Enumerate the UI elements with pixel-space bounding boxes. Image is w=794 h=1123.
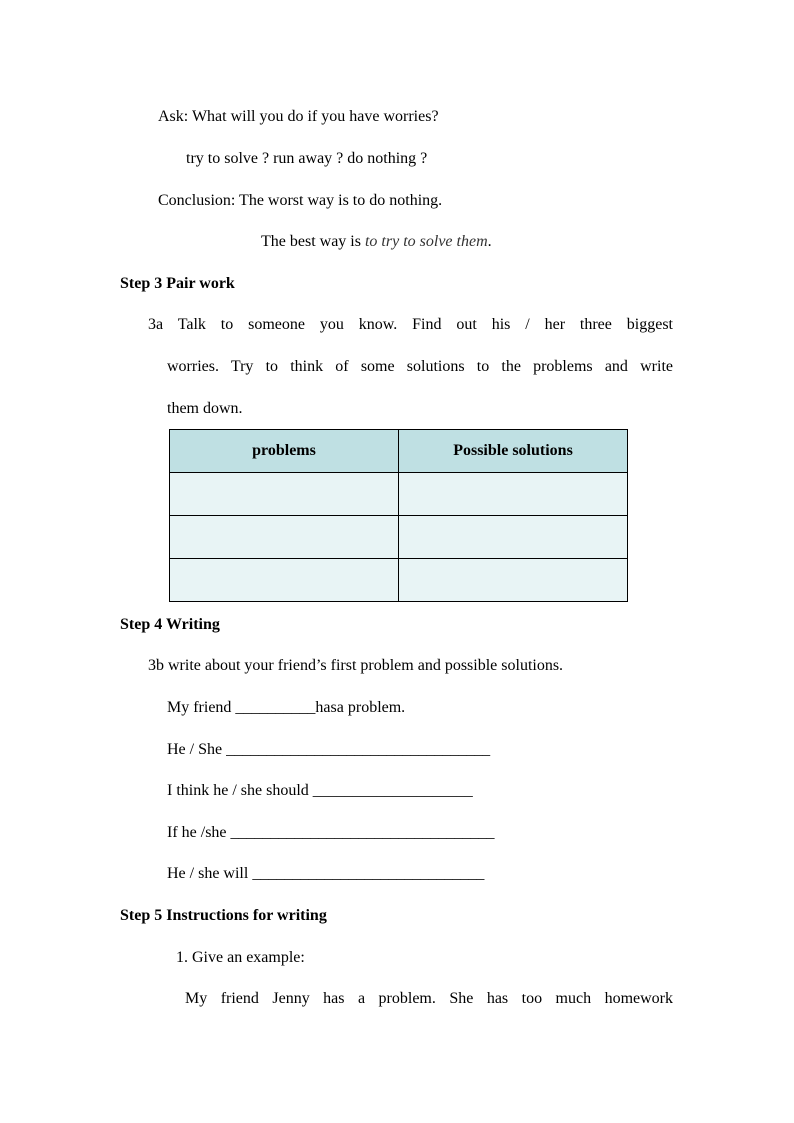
header-problems: problems — [170, 430, 399, 473]
writing-line-3: I think he / she should ____________________ — [167, 782, 473, 799]
table-cell — [399, 473, 628, 516]
table-row — [170, 559, 628, 602]
best-way-prefix: The best way is — [261, 233, 365, 250]
writing-line-4: If he /she _________________________________ — [167, 824, 495, 841]
step4-instruction: 3b write about your friend’s first problem and possible solutions. — [148, 657, 564, 674]
table-cell — [399, 516, 628, 559]
table-header-row — [170, 430, 628, 473]
writing-line-5: He / she will _____________________________ — [167, 865, 485, 882]
table-cell — [399, 559, 628, 602]
step3-heading: Step 3 Pair work — [120, 275, 235, 292]
ask-question: Ask: What will you do if you have worries? — [158, 108, 439, 125]
table-row — [170, 473, 628, 516]
best-way-suffix: . — [487, 233, 492, 250]
table-cell — [170, 516, 399, 559]
step5-item-1: 1. Give an example: — [176, 949, 305, 966]
step5-heading: Step 5 Instructions for writing — [120, 907, 327, 924]
options-line: try to solve ? run away ? do nothing ? — [186, 150, 428, 167]
step3-paragraph-line1: 3a Talk to someone you know. Find out his / her three biggest — [148, 316, 673, 333]
writing-line-1: My friend __________hasa problem. — [167, 699, 406, 716]
table-cell — [170, 559, 399, 602]
best-way-answer: to try to solve them — [364, 233, 488, 250]
header-possible-solutions: Possible solutions — [399, 430, 628, 473]
step3-paragraph-line2: worries. Try to think of some solutions to the problems and write — [167, 358, 673, 375]
step4-heading: Step 4 Writing — [120, 616, 220, 633]
best-way-line — [261, 232, 492, 252]
solutions-table — [169, 429, 628, 602]
table-cell — [170, 473, 399, 516]
table-row — [170, 516, 628, 559]
writing-line-2: He / She _________________________________ — [167, 741, 491, 758]
example-paragraph-line: My friend Jenny has a problem. She has too much homework — [185, 990, 673, 1007]
conclusion-line: Conclusion: The worst way is to do nothing. — [158, 192, 443, 209]
step3-paragraph-line3: them down. — [167, 400, 243, 417]
